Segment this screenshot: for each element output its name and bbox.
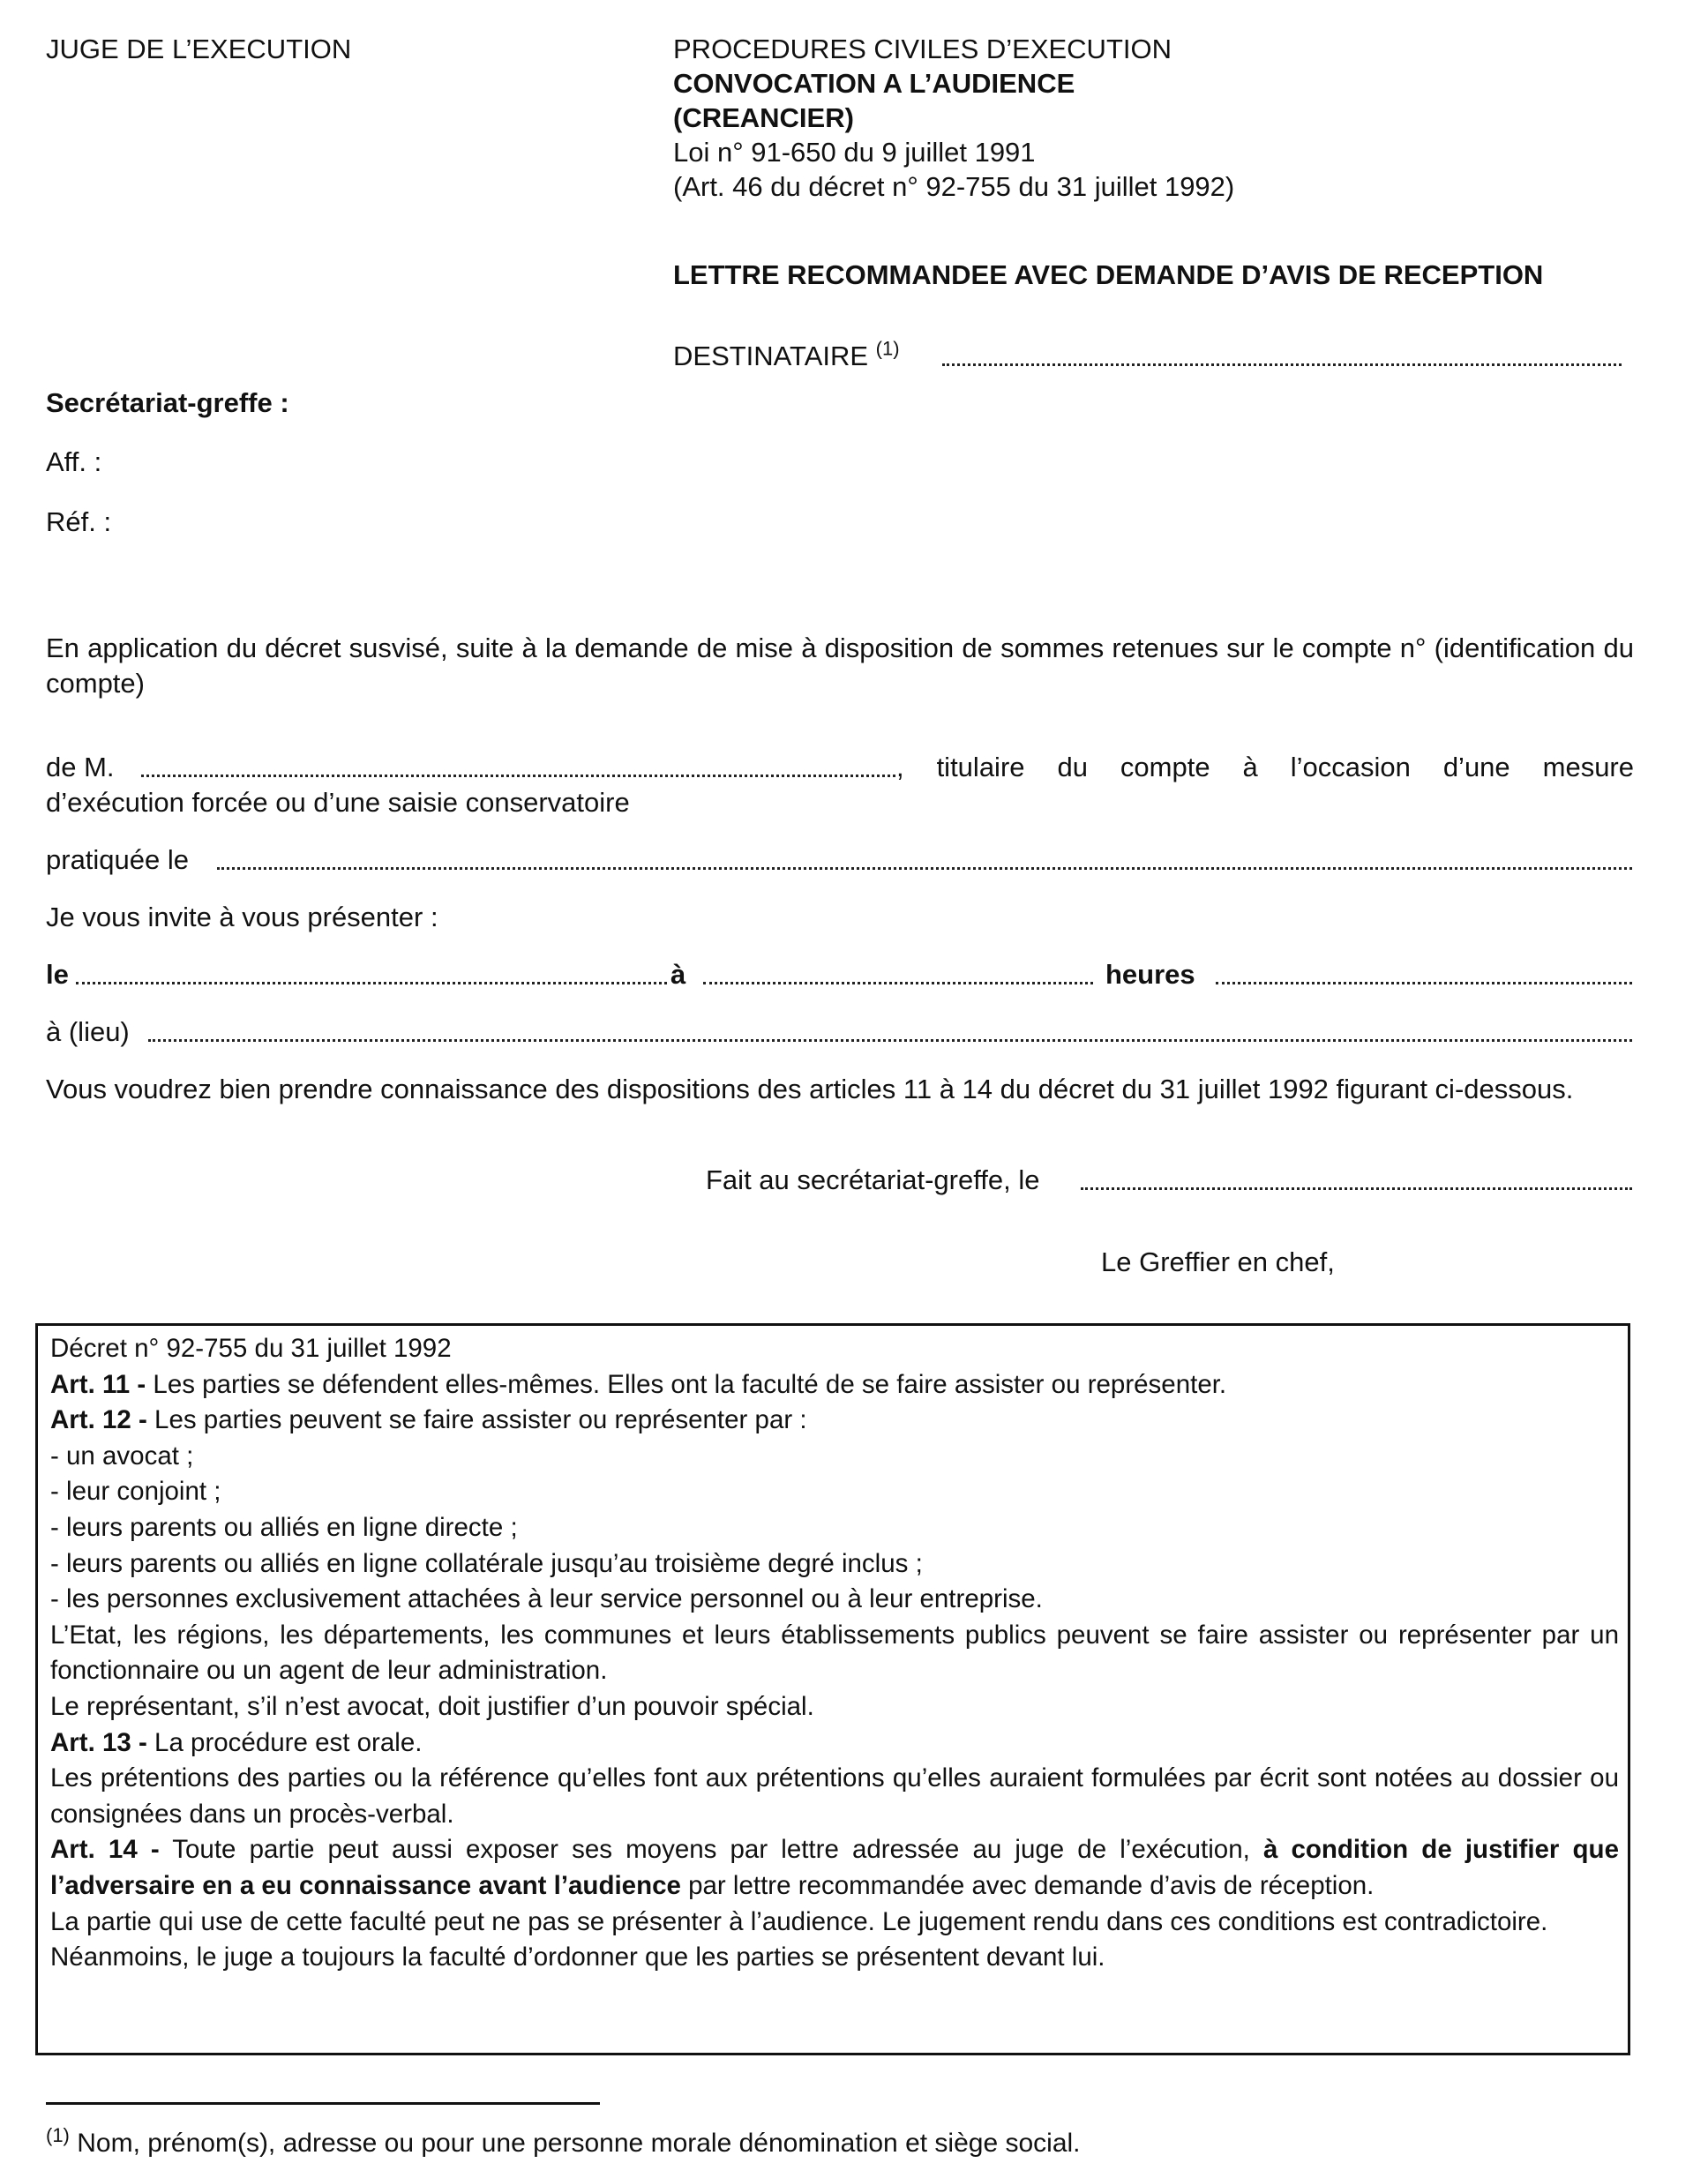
header-procedures: PROCEDURES CIVILES D’EXECUTION (673, 34, 1172, 64)
list-item: - leurs parents ou alliés en ligne directe ; (50, 1512, 518, 1542)
etat-paragraph: L’Etat, les régions, les départements, les communes et leurs établissements publics peuvent se faire assister ou représenter par un fonctionnaire ou un agent de leur administration. (50, 1620, 1619, 1686)
audience-date-field[interactable] (76, 982, 667, 984)
art-13-text: La procédure est orale. (146, 1727, 423, 1757)
art-14 (50, 1832, 1619, 1904)
art-14-label: Art. 14 - (50, 1835, 160, 1865)
secretariat-greffe-label: Secrétariat-greffe : (46, 387, 289, 418)
court-title: JUGE DE L’EXECUTION (46, 34, 352, 64)
header-convocation: CONVOCATION A L’AUDIENCE (673, 68, 1075, 99)
neanmoins-paragraph: Néanmoins, le juge a toujours la faculté d’ordonner que les parties se présentent devant lui. (50, 1942, 1105, 1972)
art-13 (50, 1725, 1619, 1762)
heures-field[interactable] (1216, 982, 1632, 984)
header-loi: Loi n° 91-650 du 9 juillet 1991 (673, 137, 1036, 168)
art-11 (50, 1367, 1619, 1403)
footnote-mark: (1) (46, 2124, 70, 2146)
art-14-text: Toute partie peut aussi exposer ses moyens par lettre adressée au juge de l’exécution, (159, 1835, 1263, 1865)
destinataire-field[interactable] (942, 363, 1622, 366)
art-12-label: Art. 12 - (50, 1405, 147, 1435)
le-label: le (46, 959, 69, 990)
pratiquee-label: pratiquée le (46, 844, 190, 875)
de-m-label: de M. (46, 752, 115, 782)
art-13-label: Art. 13 - (50, 1727, 147, 1757)
titulaire-text: , titulaire du compte à l’occasion d’une mesure (896, 752, 1634, 782)
greffier-signature: Le Greffier en chef, (1101, 1246, 1335, 1277)
footnote-reference: (1) (875, 337, 900, 360)
ref-label: Réf. : (46, 506, 112, 537)
decret-box (35, 1323, 1630, 2055)
aff-label: Aff. : (46, 446, 102, 477)
destinataire-text: DESTINATAIRE (673, 341, 869, 371)
heures-label: heures (1105, 959, 1195, 990)
debtor-name-field[interactable] (141, 775, 895, 777)
execution-text: d’exécution forcée ou d’une saisie conservatoire (46, 787, 630, 818)
art-12-text: Les parties peuvent se faire assister ou représenter par : (146, 1405, 807, 1435)
art-14-text-end: par lettre recommandée avec demande d’avis de réception. (680, 1870, 1375, 1900)
lieu-field[interactable] (148, 1039, 1632, 1042)
art-11-text: Les parties se défendent elles-mêmes. Elles ont la faculté de se faire assister ou représenter. (146, 1369, 1227, 1399)
date-saisie-field[interactable] (217, 867, 1632, 870)
fait-date-field[interactable] (1081, 1187, 1632, 1190)
art-12 (50, 1403, 1619, 1439)
representant-paragraph: Le représentant, s’il n’est avocat, doit justifier d’un pouvoir spécial. (50, 1691, 814, 1721)
list-item: - leur conjoint ; (50, 1477, 221, 1507)
a-label: à (670, 959, 686, 990)
form-header (673, 32, 1234, 204)
footnote-text: Nom, prénom(s), adresse ou pour une personne morale dénomination et siège social. (69, 2129, 1081, 2158)
list-item: - un avocat ; (50, 1441, 194, 1471)
audience-time-field[interactable] (703, 982, 1093, 984)
invite-text: Je vous invite à vous présenter : (46, 902, 438, 932)
footnote-divider (46, 2102, 600, 2105)
art-11-label: Art. 11 - (50, 1369, 146, 1399)
pretentions-paragraph: Les prétentions des parties ou la référence qu’elles font aux prétentions qu’elles auraient formulées par écrit sont notées au dossier ou consignées dans un procès-verbal. (50, 1763, 1619, 1829)
lieu-label: à (lieu) (46, 1016, 130, 1047)
footnote (46, 2126, 1081, 2161)
destinataire-label (673, 339, 900, 374)
header-creancier: (CREANCIER) (673, 102, 854, 133)
dispositions-paragraph: Vous voudrez bien prendre connaissance des dispositions des articles 11 à 14 du décret du 31 juillet 1992 figurant ci-dessous. (46, 1074, 1574, 1104)
list-item: - leurs parents ou alliés en ligne collatérale jusqu’au troisième degré inclus ; (50, 1548, 923, 1578)
lettre-recommandee: LETTRE RECOMMANDEE AVEC DEMANDE D’AVIS DE RECEPTION (673, 259, 1544, 290)
header-article: (Art. 46 du décret n° 92-755 du 31 juillet 1992) (673, 171, 1235, 202)
partie-paragraph: La partie qui use de cette faculté peut ne pas se présenter à l’audience. Le jugement rendu dans ces conditions est contradictoire. (50, 1906, 1548, 1936)
list-item: - les personnes exclusivement attachées à leur service personnel ou à leur entreprise. (50, 1584, 1043, 1614)
decret-title: Décret n° 92-755 du 31 juillet 1992 (50, 1334, 452, 1363)
intro-paragraph: En application du décret susvisé, suite à la demande de mise à disposition de sommes retenues sur le compte n° (identification du compte) (46, 632, 1634, 699)
fait-label: Fait au secrétariat-greffe, le (706, 1164, 1040, 1195)
art-14-bold: à condition de justifier que l’adversaire en a eu connaissance avant l’audience (50, 1835, 1619, 1900)
